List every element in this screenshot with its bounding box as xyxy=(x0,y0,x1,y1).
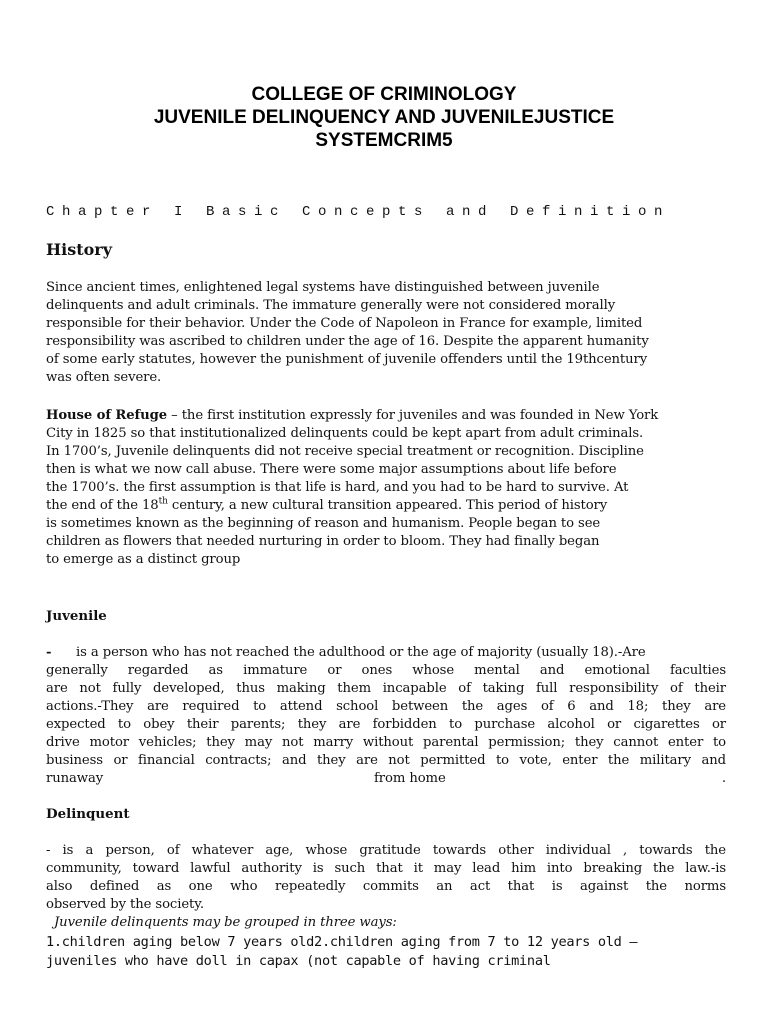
delinquent-line: also defined as one who repeatedly commits an act that is against the norms xyxy=(46,879,726,894)
house-of-refuge-line: children as flowers that needed nurturing in order to bloom. They had finally began xyxy=(46,534,600,549)
house-of-refuge-line: is sometimes known as the beginning of reason and humanism. People began to see xyxy=(46,516,601,531)
line-part: the end of the 18 xyxy=(46,498,159,513)
juvenile-dash: - xyxy=(46,645,52,660)
juvenile-line xyxy=(46,644,726,662)
delinquent-line: - is a person, of whatever age, whose gratitude towards other individual , towards the xyxy=(46,843,726,858)
juvenile-heading: Juvenile xyxy=(46,608,107,624)
juvenile-paragraph xyxy=(46,644,726,788)
house-of-refuge-line: then is what we now call abuse. There were some major assumptions about life before xyxy=(46,462,617,477)
history-line: responsibility was ascribed to children under the age of 16. Despite the apparent humanity xyxy=(46,334,649,349)
line-part: . xyxy=(721,771,726,786)
ordinal-suffix: th xyxy=(158,496,168,507)
delinquent-line: observed by the society. xyxy=(46,897,204,912)
history-line: responsible for their behavior. Under the Code of Napoleon in France for example, limited xyxy=(46,316,643,331)
line-part: from home xyxy=(374,771,446,786)
history-line: delinquents and adult criminals. The immature generally were not considered morally xyxy=(46,298,616,313)
line-part: century, a new cultural transition appeared. This period of history xyxy=(167,498,608,513)
history-paragraph xyxy=(46,279,726,387)
title-line-2: JUVENILE DELINQUENCY AND JUVENILEJUSTICE xyxy=(153,107,615,128)
delinquent-heading: Delinquent xyxy=(46,806,130,822)
title-line-3: SYSTEMCRIM5 xyxy=(315,130,453,151)
house-of-refuge-line: City in 1825 so that institutionalized delinquents could be kept apart from adult criminals. xyxy=(46,426,644,441)
title-line-1: COLLEGE OF CRIMINOLOGY xyxy=(251,84,517,105)
grouping-list-line: juveniles who have doll in capax (not capable of having criminal xyxy=(46,953,551,969)
house-of-refuge-line: to emerge as a distinct group xyxy=(46,552,241,567)
history-heading: History xyxy=(46,240,112,259)
line-part: runaway xyxy=(46,771,104,786)
delinquent-paragraph xyxy=(46,842,726,914)
house-of-refuge-paragraph xyxy=(46,407,726,569)
house-of-refuge-line-rest: – the first institution expressly for juveniles and was founded in New York xyxy=(167,408,659,423)
juvenile-line: are not fully developed, thus making them incapable of taking full responsibility of their xyxy=(46,681,726,696)
house-of-refuge-line xyxy=(46,407,726,425)
juvenile-line: expected to obey their parents; they are forbidden to purchase alcohol or cigarettes or xyxy=(46,717,726,732)
juvenile-line: drive motor vehicles; they may not marry without parental permission; they cannot enter to xyxy=(46,735,726,750)
chapter-heading: Chapter I Basic Concepts and Definition xyxy=(46,204,671,220)
juvenile-line-rest: is a person who has not reached the adulthood or the age of majority (usually 18).-Are xyxy=(76,645,646,660)
house-of-refuge-line xyxy=(46,497,726,515)
house-of-refuge-line: In 1700’s, Juvenile delinquents did not receive special treatment or recognition. Discipline xyxy=(46,444,644,459)
grouping-list xyxy=(46,933,726,971)
juvenile-line: business or financial contracts; and they are not permitted to vote, enter the military and xyxy=(46,753,726,768)
juvenile-line xyxy=(46,770,726,788)
delinquent-line: community, toward lawful authority is such that it may lead him into breaking the law.-is xyxy=(46,861,726,876)
grouped-note: Juvenile delinquents may be grouped in three ways: xyxy=(54,915,397,930)
history-line: Since ancient times, enlightened legal systems have distinguished between juvenile xyxy=(46,280,600,295)
document-title xyxy=(0,83,768,152)
history-line: was often severe. xyxy=(46,370,162,385)
history-line: of some early statutes, however the punishment of juvenile offenders until the 19thcentury xyxy=(46,352,648,367)
juvenile-line: actions.-They are required to attend school between the ages of 6 and 18; they are xyxy=(46,699,726,714)
juvenile-line: generally regarded as immature or ones whose mental and emotional faculties xyxy=(46,663,726,678)
house-of-refuge-term: House of Refuge xyxy=(46,408,168,423)
house-of-refuge-line: the 1700’s. the first assumption is that life is hard, and you had to be hard to survive. At xyxy=(46,480,629,495)
grouping-list-line: 1.children aging below 7 years old2.children aging from 7 to 12 years old – xyxy=(46,934,638,950)
